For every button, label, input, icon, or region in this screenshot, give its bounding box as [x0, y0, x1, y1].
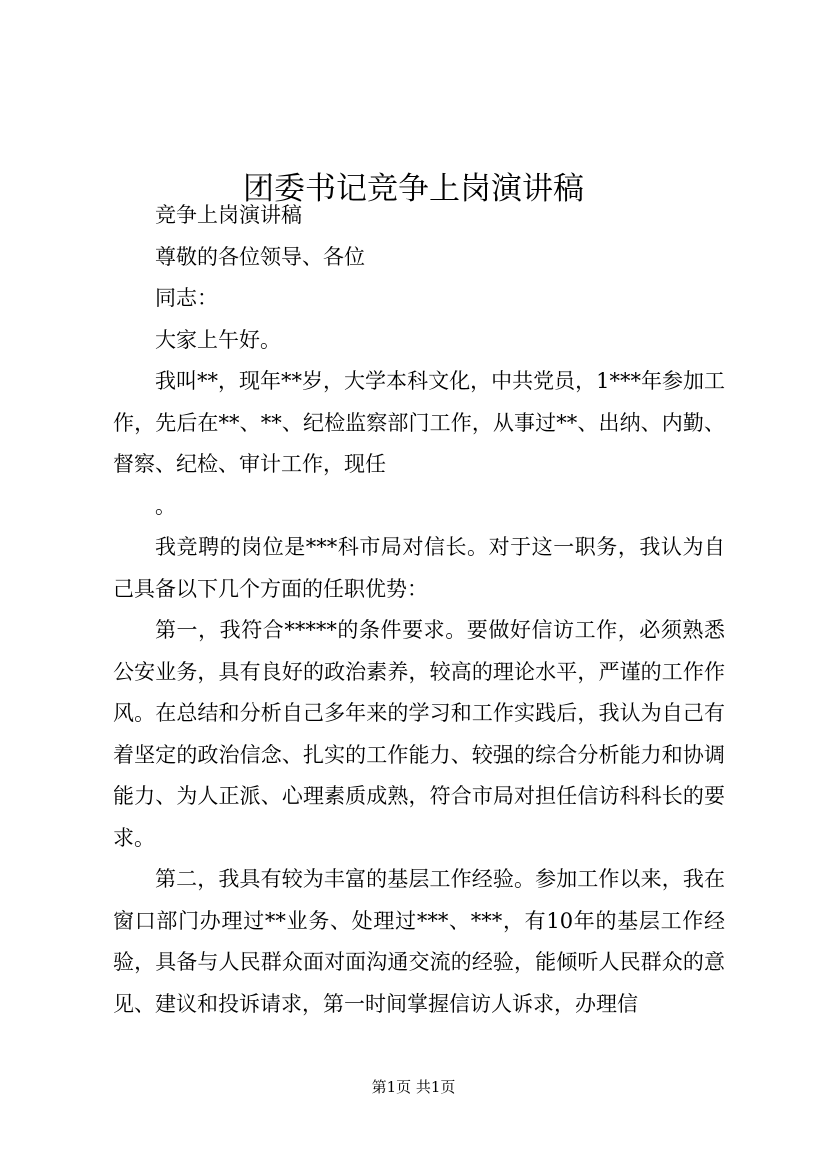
paragraph: 大家上午好。 [155, 327, 281, 352]
paragraph: 尊敬的各位领导、各位 [155, 244, 365, 269]
paragraph: 。 [155, 493, 176, 518]
document-body [113, 195, 725, 1025]
paragraph: 我竞聘的岗位是***科市局对信长。对于这一职务，我认为自己具备以下几个方面的任职优势： [113, 535, 725, 601]
page-footer: 第1页 共1页 [371, 1078, 456, 1096]
paragraph: 同志： [155, 286, 218, 310]
paragraph: 竞争上岗演讲稿 [155, 203, 302, 227]
paragraph: 第二，我具有较为丰富的基层工作经验。参加工作以来，我在窗口部门办理过**业务、处理过***、***，有10年的基层工作经验，具备与人民群众面对面沟通交流的经验，能倾听人民群众的意见、建议和投诉请求，第一时间掌握信访人诉求，办理信 [113, 867, 725, 1016]
paragraph: 我叫**，现年**岁，大学本科文化，中共党员，1***年参加工作，先后在**、**、纪检监察部门工作，从事过**、出纳、内勤、督察、纪检、审计工作，现任 [113, 369, 725, 476]
paragraph: 第一，我符合*****的条件要求。要做好信访工作，必须熟悉公安业务，具有良好的政治素养，较高的理论水平，严谨的工作作风。在总结和分析自己多年来的学习和工作实践后，我认为自己有着坚定的政治信念、扎实的工作能力、较强的综合分析能力和协调能力、为人正派、心理素质成熟，符合市局对担任信访科科长的要求。 [113, 618, 725, 850]
document-title: 团委书记竞争上岗演讲稿 [243, 170, 584, 207]
